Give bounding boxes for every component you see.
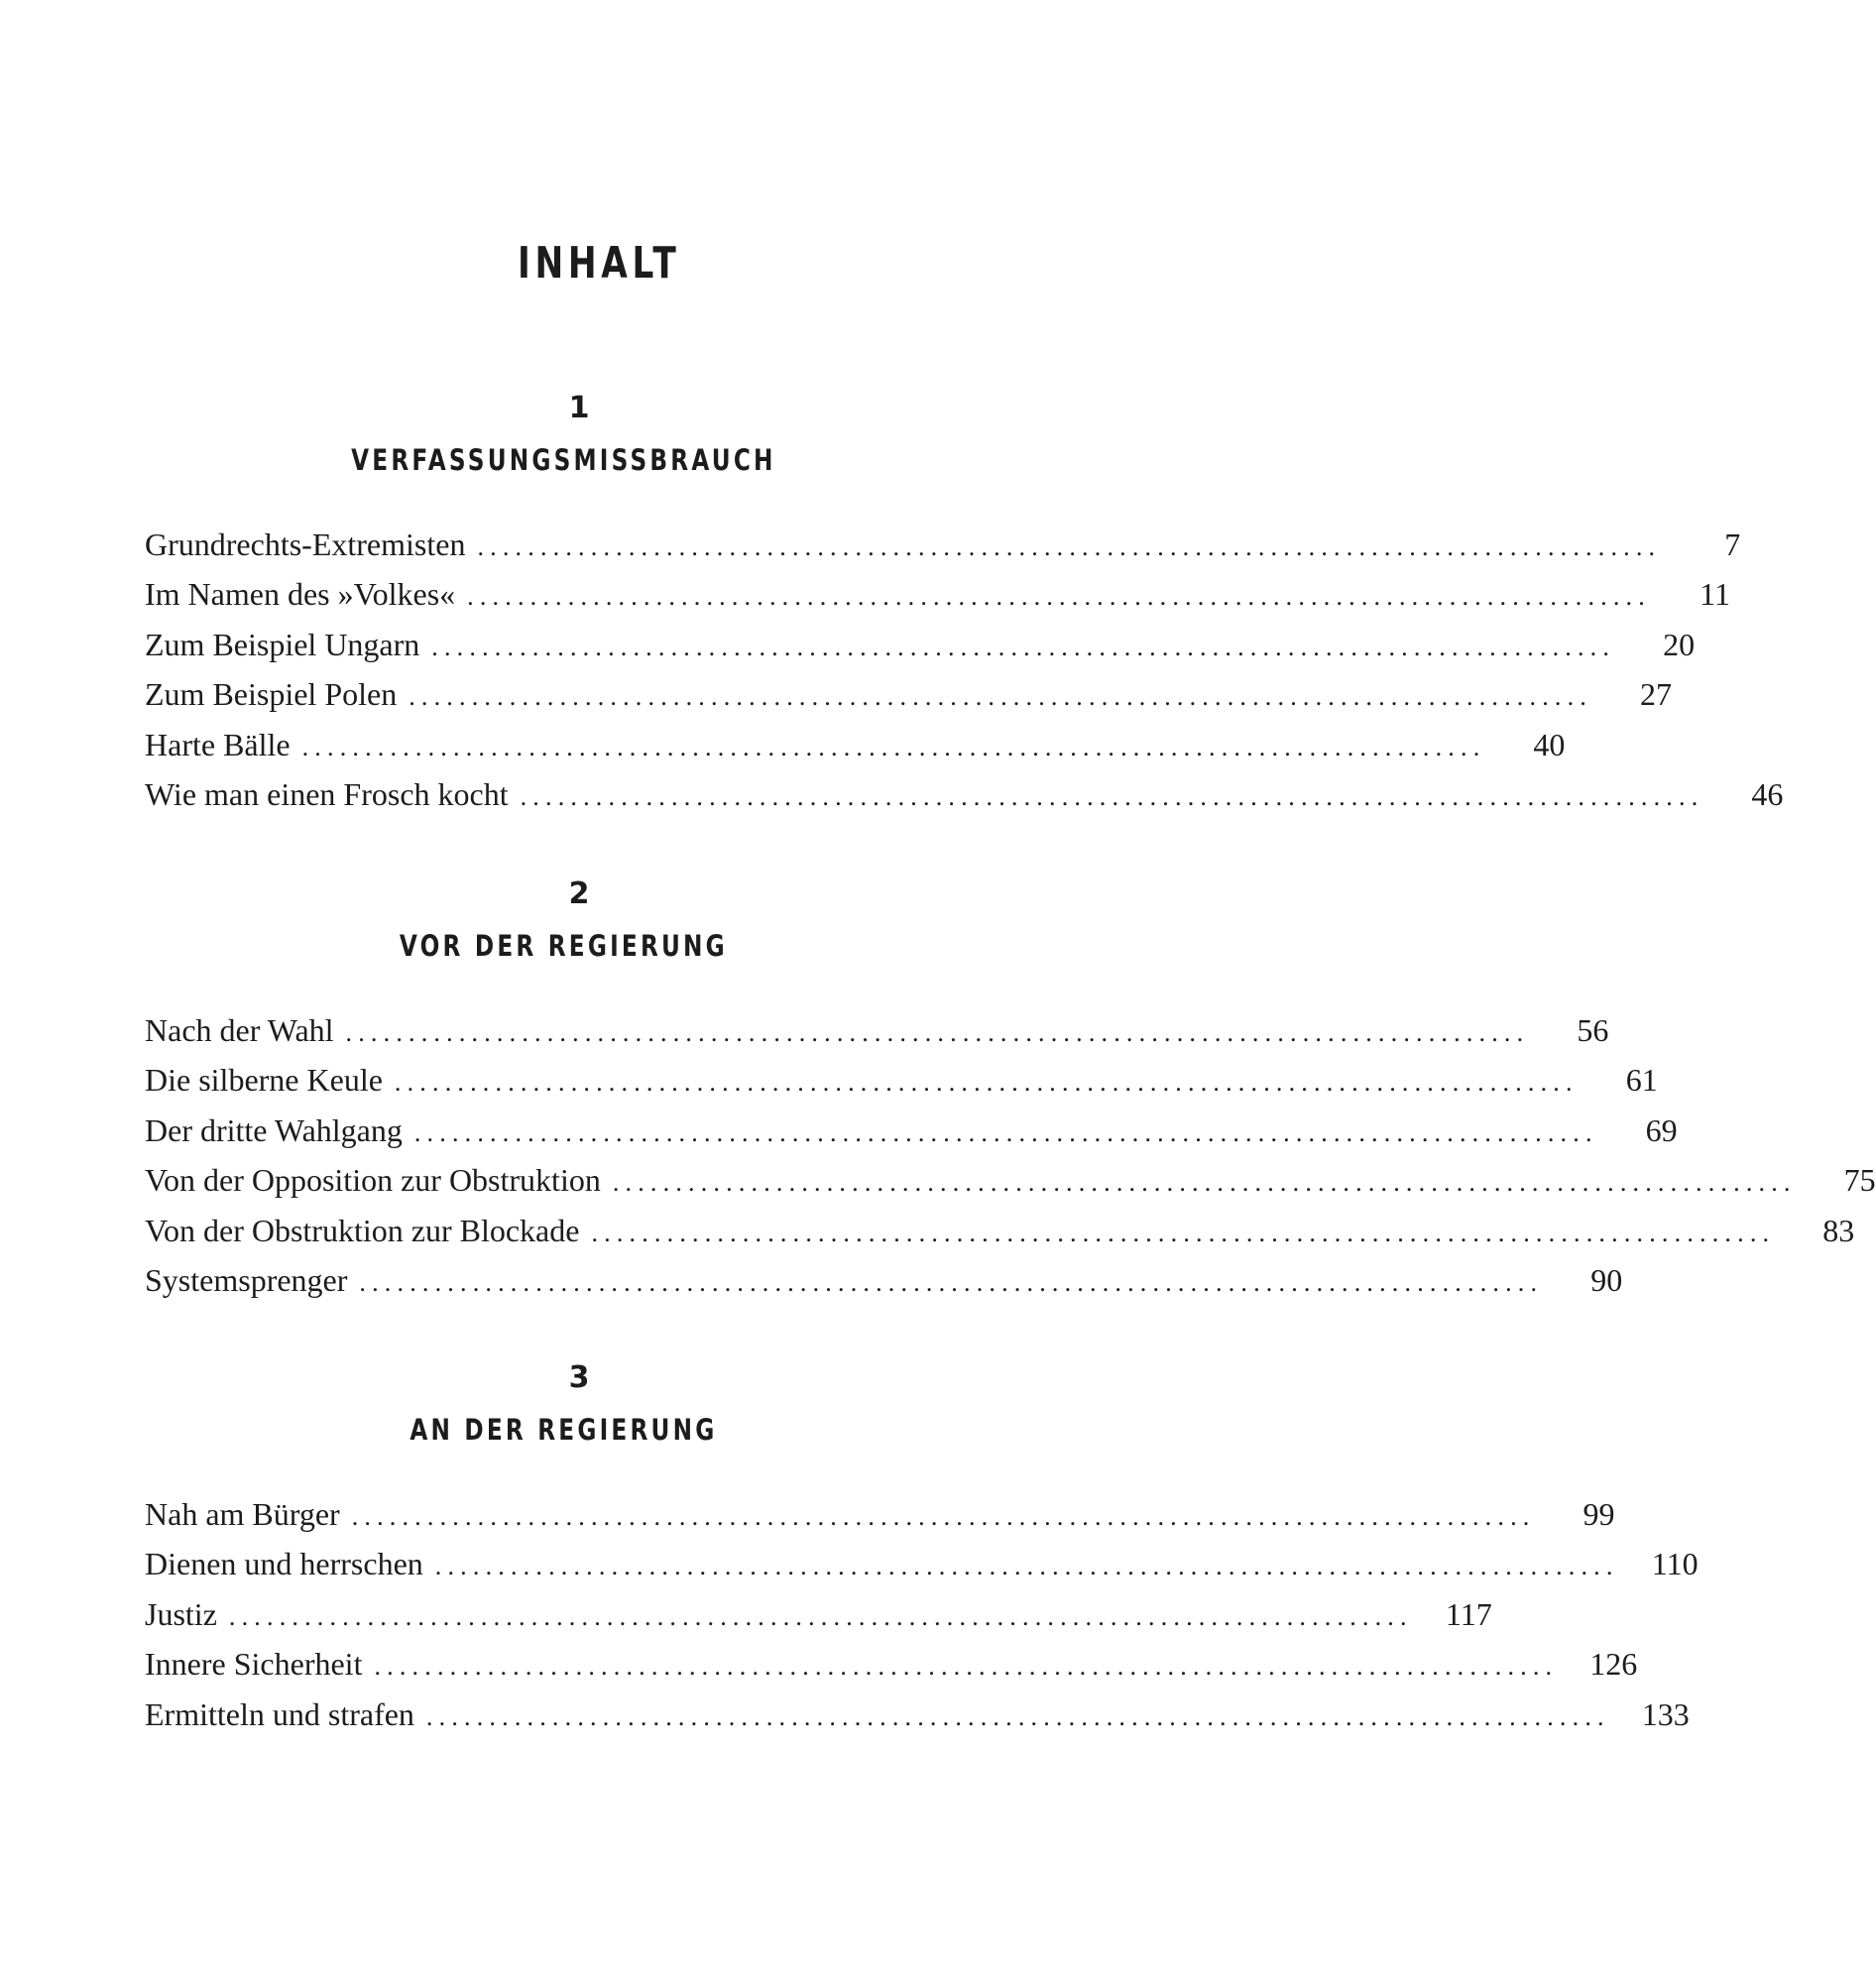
toc-entry-title: Zum Beispiel Polen [145, 676, 398, 713]
leader-dots: .............................................................................................. [612, 1168, 1797, 1198]
toc-entry-page: 61 [1625, 1062, 1658, 1099]
leader-dots: .............................................................................................. [467, 582, 1651, 612]
toc-entry-page: 27 [1640, 676, 1673, 713]
toc-entry-page: 69 [1645, 1111, 1678, 1148]
leader-dots: .............................................................................................. [413, 1117, 1598, 1147]
chapter-number: 1 [568, 391, 590, 425]
leader-dots: .............................................................................................. [394, 1068, 1579, 1098]
leader-dots: .............................................................................................. [409, 682, 1593, 712]
leader-dots: .............................................................................................. [351, 1502, 1536, 1531]
toc-entry-title: Die silberne Keule [145, 1062, 383, 1099]
toc-entry-page: 83 [1822, 1212, 1855, 1248]
toc-entry-page: 46 [1751, 775, 1784, 812]
toc-entry-title: Der dritte Wahlgang [145, 1111, 403, 1148]
toc-entry-title: Im Namen des »Volkes« [145, 576, 456, 613]
toc-entry[interactable] [145, 1005, 1609, 1055]
toc-entry[interactable] [145, 1539, 1699, 1588]
chapter-title: VOR DER REGIERUNG [399, 929, 728, 963]
toc-entry-title: Nah am Bürger [145, 1496, 340, 1532]
leader-dots: .............................................................................................. [425, 1701, 1610, 1731]
toc-entry[interactable] [145, 1155, 1876, 1205]
toc-entry[interactable] [145, 1206, 1855, 1255]
chapter-number: 3 [568, 1360, 590, 1395]
toc-entry[interactable] [145, 1106, 1678, 1155]
leader-dots: .............................................................................................. [477, 532, 1662, 561]
chapter-3-heading [0, 1358, 1210, 1450]
toc-entry-page: 126 [1589, 1646, 1638, 1683]
leader-dots: .............................................................................................. [359, 1267, 1544, 1297]
leader-dots: .............................................................................................. [431, 632, 1616, 661]
toc-entry-title: Von der Obstruktion zur Blockade [145, 1212, 580, 1248]
toc-entry[interactable] [145, 1489, 1615, 1539]
toc-entry-page: 110 [1651, 1546, 1699, 1582]
chapter-title: AN DER REGIERUNG [410, 1413, 718, 1447]
toc-entry-page: 117 [1445, 1595, 1492, 1632]
leader-dots: .............................................................................................. [301, 732, 1486, 761]
toc-entry-page: 56 [1577, 1012, 1609, 1048]
toc-entry[interactable] [145, 1589, 1492, 1639]
toc-entry-title: Von der Opposition zur Obstruktion [145, 1162, 601, 1199]
toc-entry[interactable] [145, 1255, 1623, 1305]
chapter-1-entries [145, 520, 1784, 819]
toc-entry[interactable] [145, 520, 1741, 569]
toc-entry-page: 90 [1590, 1261, 1623, 1298]
toc-entry[interactable] [145, 769, 1784, 819]
toc-entry-page: 99 [1583, 1496, 1615, 1532]
chapter-2-heading [0, 875, 1210, 966]
toc-entry[interactable] [145, 569, 1730, 619]
toc-entry-title: Harte Bälle [145, 726, 291, 762]
page-title: INHALT [518, 238, 681, 289]
toc-entry-page: 133 [1641, 1695, 1690, 1732]
leader-dots: .............................................................................................. [374, 1652, 1559, 1682]
toc-entry[interactable] [145, 1690, 1690, 1739]
toc-entry-page: 11 [1700, 576, 1730, 613]
toc-entry-title: Dienen und herrschen [145, 1546, 423, 1582]
toc-entry-title: Innere Sicherheit [145, 1646, 363, 1683]
toc-entry-title: Zum Beispiel Ungarn [145, 626, 420, 662]
leader-dots: .............................................................................................. [345, 1018, 1530, 1047]
toc-entry-page: 75 [1843, 1162, 1876, 1199]
leader-dots: .............................................................................................. [520, 781, 1704, 811]
toc-entry-title: Grundrechts-Extremisten [145, 526, 466, 562]
toc-entry-title: Justiz [145, 1595, 217, 1632]
toc-entry-title: Wie man einen Frosch kocht [145, 775, 509, 812]
toc-entry-page: 40 [1533, 726, 1566, 762]
toc-entry-title: Nach der Wahl [145, 1012, 334, 1048]
toc-entry[interactable] [145, 720, 1566, 769]
toc-entry[interactable] [145, 1639, 1638, 1689]
chapter-number: 2 [568, 876, 590, 911]
chapter-3-entries [145, 1489, 1699, 1739]
chapter-title: VERFASSUNGSMISSBRAUCH [351, 443, 776, 477]
toc-entry[interactable] [145, 1055, 1658, 1105]
chapter-1-heading [0, 389, 1210, 480]
chapter-2-entries [145, 1005, 1876, 1305]
toc-entry-page: 20 [1663, 626, 1696, 662]
leader-dots: .............................................................................................. [591, 1218, 1776, 1247]
toc-entry-page: 7 [1724, 526, 1741, 562]
toc-entry-title: Ermitteln und strafen [145, 1695, 414, 1732]
toc-entry[interactable] [145, 669, 1673, 719]
leader-dots: .............................................................................................. [228, 1601, 1413, 1631]
toc-entry[interactable] [145, 620, 1696, 669]
toc-entry-title: Systemsprenger [145, 1261, 348, 1298]
leader-dots: .............................................................................................. [434, 1552, 1619, 1581]
